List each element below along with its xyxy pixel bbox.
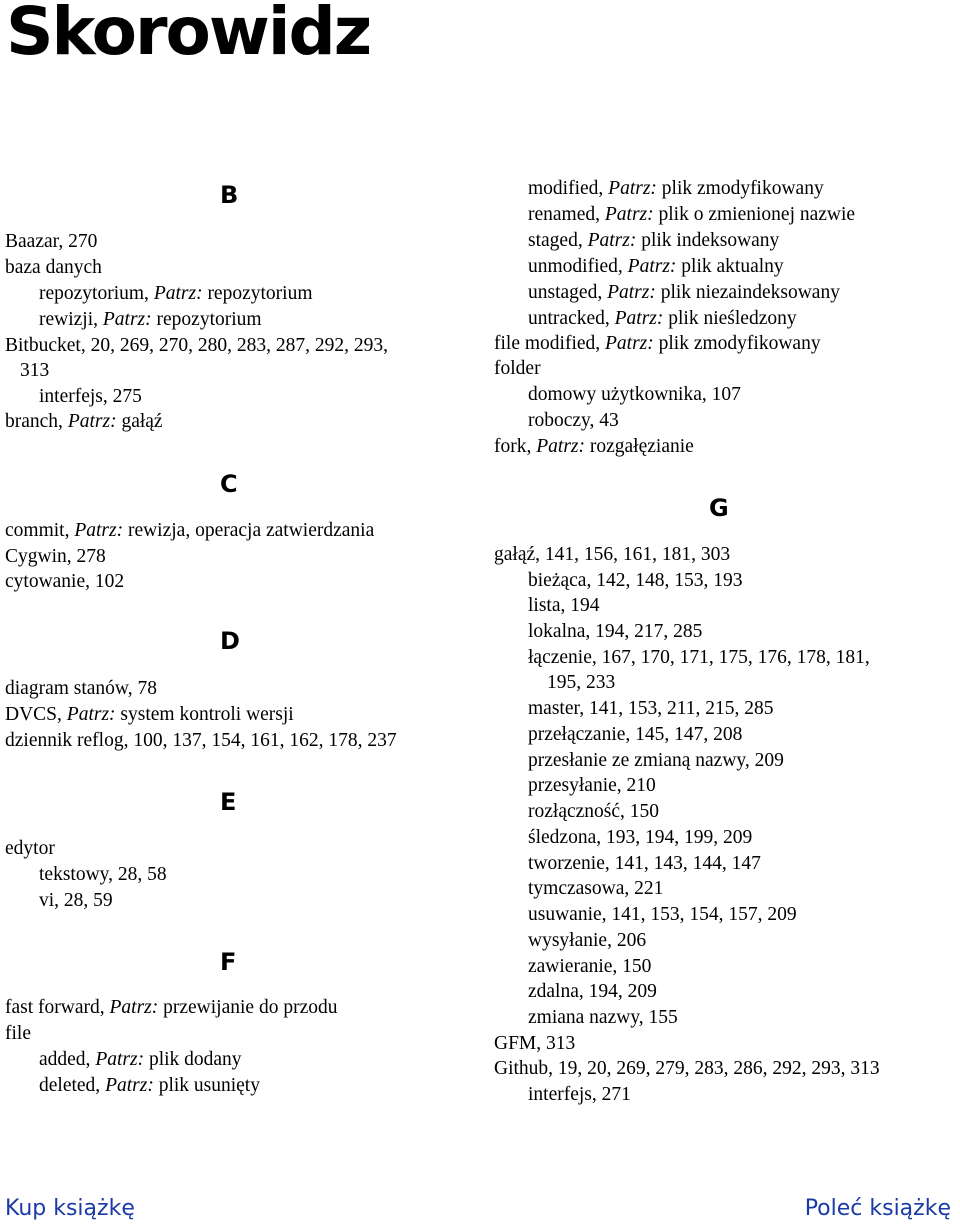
- index-subentry: [528, 569, 742, 593]
- see-reference: Patrz:: [109, 997, 159, 1018]
- entry-text: system kontroli wersji: [115, 704, 294, 725]
- entry-text: diagram stanów, 78: [5, 678, 157, 699]
- index-entry: [5, 677, 157, 701]
- index-entry: [494, 1057, 880, 1081]
- section-letter-g: G: [709, 494, 729, 522]
- entry-text: roboczy, 43: [528, 410, 619, 431]
- entry-text: śledzona, 193, 194, 199, 209: [528, 827, 753, 848]
- entry-text: lista, 194: [528, 595, 600, 616]
- index-subentry: [39, 308, 262, 332]
- entry-text: łączenie, 167, 170, 171, 175, 176, 178, 181,: [528, 647, 870, 668]
- index-entry: [5, 1022, 31, 1046]
- index-subentry: [39, 282, 313, 306]
- entry-text: przesyłanie, 210: [528, 775, 656, 796]
- entry-text: commit,: [5, 520, 75, 541]
- entry-text: deleted,: [39, 1075, 106, 1096]
- entry-text: GFM, 313: [494, 1033, 576, 1054]
- entry-text: Bitbucket, 20, 269, 270, 280, 283, 287, 292, 293,: [5, 335, 388, 356]
- entry-text: untracked,: [528, 308, 615, 329]
- entry-text: rewizji,: [39, 309, 103, 330]
- index-subentry: [39, 1048, 242, 1072]
- entry-text: Cygwin, 278: [5, 546, 106, 567]
- index-entry: [5, 545, 106, 569]
- index-entry: [5, 256, 102, 280]
- entry-text: unstaged,: [528, 282, 608, 303]
- index-entry: [494, 332, 821, 356]
- entry-text: unmodified,: [528, 256, 628, 277]
- entry-text: rozłączność, 150: [528, 801, 660, 822]
- index-subentry: [528, 594, 600, 618]
- entry-text: rozgałęzianie: [585, 436, 694, 457]
- entry-text: usuwanie, 141, 153, 154, 157, 209: [528, 904, 797, 925]
- entry-text: 195, 233: [547, 672, 616, 693]
- entry-text: folder: [494, 358, 541, 379]
- entry-text: plik indeksowany: [636, 230, 780, 251]
- entry-text: fork,: [494, 436, 537, 457]
- index-subentry: [528, 383, 741, 407]
- see-reference: Patrz:: [604, 204, 654, 225]
- entry-text: 313: [20, 360, 50, 381]
- index-subentry: [528, 903, 797, 927]
- entry-text: dziennik reflog, 100, 137, 154, 161, 162, 178, 237: [5, 730, 397, 751]
- entry-text: repozytorium,: [39, 283, 154, 304]
- index-subentry: [20, 359, 49, 383]
- see-reference: Patrz:: [153, 283, 203, 304]
- index-subentry: [528, 749, 784, 773]
- see-reference: Patrz:: [105, 1075, 154, 1096]
- index-subentry: [528, 955, 651, 979]
- entry-text: przesłanie ze zmianą nazwy, 209: [528, 750, 784, 771]
- section-letter-b: B: [220, 181, 239, 209]
- entry-text: staged,: [528, 230, 588, 251]
- index-subentry: [528, 281, 840, 305]
- entry-text: plik niezaindeksowany: [655, 282, 840, 303]
- index-subentry: [528, 255, 784, 279]
- entry-text: branch,: [5, 411, 68, 432]
- index-subentry: [528, 177, 824, 201]
- index-subentry: [528, 620, 702, 644]
- entry-text: plik zmodyfikowany: [656, 178, 824, 199]
- index-subentry: [528, 229, 779, 253]
- index-subentry: [528, 409, 619, 433]
- index-entry: [5, 334, 388, 358]
- entry-text: zdalna, 194, 209: [528, 981, 657, 1002]
- entry-text: file modified,: [494, 333, 606, 354]
- entry-text: repozytorium: [202, 283, 313, 304]
- entry-text: bieżąca, 142, 148, 153, 193: [528, 570, 743, 591]
- section-letter-f: F: [220, 948, 237, 976]
- recommend-book-link[interactable]: Poleć książkę: [804, 1196, 951, 1221]
- index-entry: [5, 996, 337, 1020]
- index-subentry: [528, 852, 761, 876]
- entry-text: plik usunięty: [153, 1075, 260, 1096]
- buy-book-link[interactable]: Kup książkę: [5, 1196, 135, 1221]
- index-subentry: [528, 1006, 678, 1030]
- see-reference: Patrz:: [74, 520, 124, 541]
- entry-text: tekstowy, 28, 58: [39, 864, 167, 885]
- entry-text: file: [5, 1023, 31, 1044]
- index-entry: [5, 837, 55, 861]
- index-subentry: [528, 774, 656, 798]
- see-reference: Patrz:: [95, 1049, 145, 1070]
- index-subentry: [528, 646, 870, 670]
- entry-text: cytowanie, 102: [5, 571, 125, 592]
- index-entry: [5, 703, 294, 727]
- index-entry: [5, 519, 374, 543]
- index-entry: [5, 729, 397, 753]
- section-letter-d: D: [220, 627, 240, 655]
- see-reference: Patrz:: [536, 436, 585, 457]
- index-subentry: [528, 877, 663, 901]
- entry-text: gałąź, 141, 156, 161, 181, 303: [494, 544, 731, 565]
- index-subentry: [39, 889, 113, 913]
- see-reference: Patrz:: [608, 178, 657, 199]
- entry-text: repozytorium: [151, 309, 262, 330]
- index-entry: [5, 570, 124, 594]
- entry-text: modified,: [528, 178, 609, 199]
- see-reference: Patrz:: [67, 411, 117, 432]
- index-subentry: [528, 826, 752, 850]
- entry-text: domowy użytkownika, 107: [528, 384, 741, 405]
- entry-text: plik o zmienionej nazwie: [653, 204, 856, 225]
- index-entry: [494, 435, 694, 459]
- see-reference: Patrz:: [614, 308, 664, 329]
- entry-text: interfejs, 275: [39, 386, 142, 407]
- index-entry: [494, 357, 541, 381]
- index-subentry: [528, 1083, 631, 1107]
- index-subentry: [528, 723, 742, 747]
- see-reference: Patrz:: [627, 256, 677, 277]
- entry-text: zmiana nazwy, 155: [528, 1007, 678, 1028]
- entry-text: plik dodany: [144, 1049, 242, 1070]
- index-subentry: [528, 697, 773, 721]
- entry-text: renamed,: [528, 204, 605, 225]
- entry-text: interfejs, 271: [528, 1084, 631, 1105]
- entry-text: przełączanie, 145, 147, 208: [528, 724, 743, 745]
- index-subentry: [39, 863, 167, 887]
- index-entry: [494, 1032, 575, 1056]
- index-entry: [5, 230, 97, 254]
- entry-text: lokalna, 194, 217, 285: [528, 621, 703, 642]
- entry-text: baza danych: [5, 257, 102, 278]
- entry-text: wysyłanie, 206: [528, 930, 647, 951]
- index-subentry: [39, 1074, 260, 1098]
- entry-text: zawieranie, 150: [528, 956, 652, 977]
- entry-text: Github, 19, 20, 269, 279, 283, 286, 292, 293, 313: [494, 1058, 880, 1079]
- index-entry: [494, 543, 730, 567]
- entry-text: Baazar, 270: [5, 231, 98, 252]
- see-reference: Patrz:: [66, 704, 116, 725]
- entry-text: plik nieśledzony: [663, 308, 797, 329]
- entry-text: tymczasowa, 221: [528, 878, 664, 899]
- entry-text: added,: [39, 1049, 96, 1070]
- section-letter-c: C: [220, 470, 238, 498]
- page-title: Skorowidz: [6, 0, 371, 70]
- index-subentry: [528, 307, 797, 331]
- index-subentry: [39, 385, 142, 409]
- section-letter-e: E: [220, 788, 237, 816]
- index-subentry: [547, 671, 615, 695]
- see-reference: Patrz:: [607, 282, 656, 303]
- entry-text: master, 141, 153, 211, 215, 285: [528, 698, 774, 719]
- index-subentry: [528, 800, 659, 824]
- entry-text: vi, 28, 59: [39, 890, 113, 911]
- see-reference: Patrz:: [605, 333, 654, 354]
- index-subentry: [528, 929, 646, 953]
- entry-text: rewizja, operacja zatwierdzania: [123, 520, 375, 541]
- see-reference: Patrz:: [102, 309, 152, 330]
- entry-text: gałąź: [116, 411, 163, 432]
- entry-text: fast forward,: [5, 997, 110, 1018]
- entry-text: DVCS,: [5, 704, 67, 725]
- index-entry: [5, 410, 163, 434]
- entry-text: tworzenie, 141, 143, 144, 147: [528, 853, 761, 874]
- entry-text: plik aktualny: [676, 256, 784, 277]
- index-subentry: [528, 203, 855, 227]
- entry-text: edytor: [5, 838, 55, 859]
- entry-text: plik zmodyfikowany: [653, 333, 821, 354]
- index-subentry: [528, 980, 657, 1004]
- see-reference: Patrz:: [587, 230, 637, 251]
- entry-text: przewijanie do przodu: [158, 997, 338, 1018]
